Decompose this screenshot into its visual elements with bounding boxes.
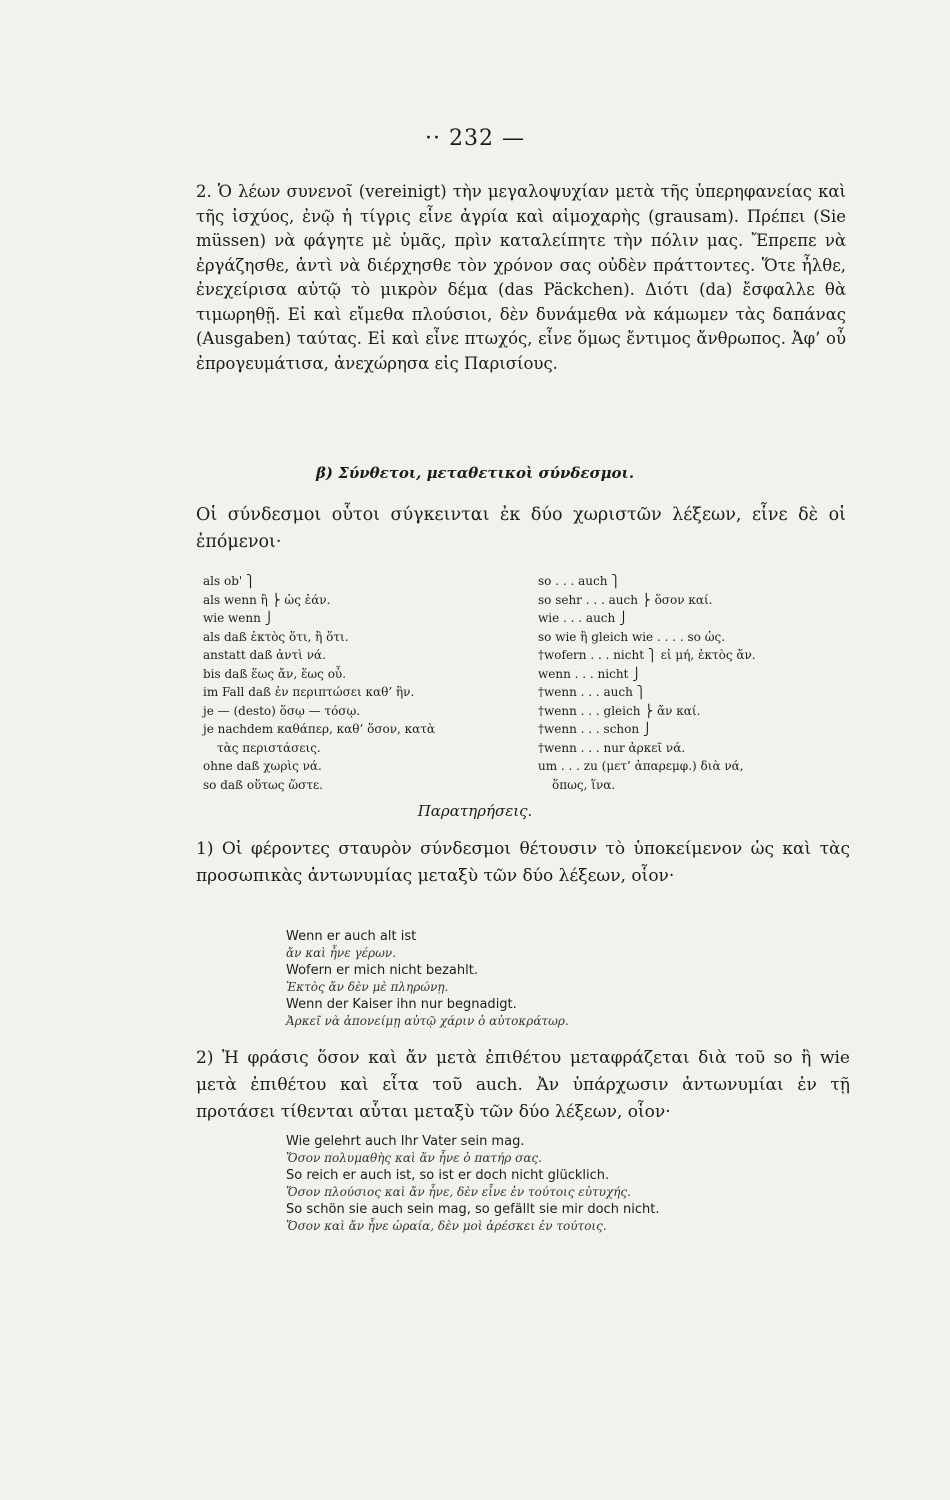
list-item: anstatt daß ἀντὶ νά. — [203, 648, 326, 662]
example-german: Wenn der Kaiser ihn nur begnadigt. — [286, 997, 517, 1012]
page-number: ·· 232 — — [425, 126, 525, 151]
list-item: als ob' ⎫ — [203, 574, 255, 588]
list-item: ὅπως, ἵνα. — [552, 777, 616, 792]
list-item: †wenn . . . nur ἀρκεῖ νά. — [538, 740, 686, 755]
list-item: ohne daß χωρὶς νά. — [203, 759, 322, 773]
list-item: um . . . zu (μετ’ ἀπαρεμφ.) διὰ νά, — [538, 759, 744, 773]
remark-1: 1) Οἱ φέροντες σταυρὸν σύνδεσμοι θέτουσιν τὸ ὑποκείμενον ὡς καὶ τὰς προσωπικὰς ἀντωνυμίας μεταξὺ τῶν δύο λέξεων, οἷον· — [196, 839, 850, 886]
conjunction-list-left — [203, 572, 533, 794]
list-item: †wenn . . . auch ⎫ — [538, 685, 646, 699]
list-item: so daß οὕτως ὥστε. — [203, 777, 323, 792]
observations-title: Παρατηρήσεις. — [417, 802, 533, 820]
list-item: als wenn ἢ ⎬ ὡς ἐάν. — [203, 592, 331, 607]
example-german: Wofern er mich nicht bezahlt. — [286, 963, 478, 978]
example-greek: Ἀρκεῖ νὰ ἀπονείμῃ αὐτῷ χάριν ὁ αὐτοκράτωρ. — [286, 1014, 569, 1028]
example-german: So reich er auch ist, so ist er doch nicht glücklich. — [286, 1168, 610, 1183]
list-item: bis daß ἕως ἄν, ἕως οὗ. — [203, 666, 347, 681]
list-item: wie wenn ⎭ — [203, 611, 274, 625]
example-greek: Ἐκτὸς ἄν δὲν μὲ πληρώνῃ. — [286, 980, 449, 994]
list-item: so . . . auch ⎫ — [538, 574, 621, 588]
list-item: im Fall daß ἐν περιπτώσει καθ’ ἣν. — [203, 685, 415, 699]
list-item: †wenn . . . gleich ⎬ ἄν καί. — [538, 703, 701, 718]
list-item: wenn . . . nicht ⎭ — [538, 666, 642, 681]
list-item: †wofern . . . nicht ⎫ εἰ μή, ἐκτὸς ἄν. — [538, 648, 756, 662]
conjunction-list-right — [538, 572, 858, 794]
list-item: †wenn . . . schon ⎭ — [538, 722, 652, 736]
intro-paragraph: Οἱ σύνδεσμοι οὗτοι σύγκεινται ἐκ δύο χωριστῶν λέξεων, εἶνε δὲ οἱ ἐπόμενοι· — [196, 505, 846, 552]
examples-2 — [286, 1133, 846, 1235]
list-item: als daß ἐκτὸς ὅτι, ἢ ὅτι. — [203, 629, 349, 644]
example-german: Wie gelehrt auch Ihr Vater sein mag. — [286, 1134, 525, 1149]
example-greek: Ὅσον πολυμαθὴς καὶ ἄν ἦνε ὁ πατήρ σας. — [286, 1151, 542, 1165]
list-item: τὰς περιστάσεις. — [217, 740, 321, 755]
list-item: je — (desto) ὅσῳ — τόσῳ. — [203, 703, 361, 718]
remark-2: 2) Ἡ φράσις ὅσον καὶ ἄν μετὰ ἐπιθέτου μεταφράζεται διὰ τοῦ so ἢ wie μετὰ ἐπιθέτου καὶ εἶτα τοῦ auch. Ἀν ὑπάρχωσιν ἀντωνυμίαι ἐν τῇ προτάσει τίθενται αὗται μεταξὺ τῶν δύο λέξεων, οἷον· — [196, 1048, 850, 1122]
paragraph-example-2: 2. Ὁ λέων συνενοῖ (vereinigt) τὴν μεγαλοψυχίαν μετὰ τῆς ὑπερηφανείας καὶ τῆς ἰσχύος, ἐνῷ ἡ τίγρις εἶνε ἀγρία καὶ αἱμοχαρὴς (grausam). Πρέπει (Sie müssen) νὰ φάγητε μὲ ὑμᾶς, πρὶν καταλείπητε τὴν πόλιν μας. Ἔπρεπε νὰ ἐργάζησθε, ἀντὶ νὰ διέρχησθε τὸν χρόνον σας οὐδὲν πράττοντες. Ὅτε ἦλθε, ἐνεχείρισα αὐτῷ τὸ μικρὸν δέμα (das Päckchen). Διότι (da) ἔσφαλλε θὰ τιμωρηθῇ. Εἰ καὶ εἴμεθα πλούσιοι, δὲν δυνάμεθα νὰ κάμωμεν τὰς δαπάνας (Ausgaben) ταύτας. Εἰ καὶ εἶνε πτωχός, εἶνε ὅμως ἔντιμος ἄνθρωπος. Ἀφ’ οὖ ἐπρογευμάτισα, ἀνεχώρησα εἰς Παρισίους. — [196, 182, 846, 373]
example-greek: Ὅσον καὶ ἄν ἦνε ὡραία, δὲν μοὶ ἀρέσκει ἐν τούτοις. — [286, 1219, 607, 1233]
section-title: β) Σύνθετοι, μεταθετικοὶ σύνδεσμοι. — [315, 464, 635, 482]
example-german: So schön sie auch sein mag, so gefällt sie mir doch nicht. — [286, 1202, 660, 1217]
list-item: so sehr . . . auch ⎬ ὅσον καί. — [538, 592, 713, 607]
example-greek: ἄν καὶ ἦνε γέρων. — [286, 946, 397, 960]
example-greek: Ὅσον πλούσιος καὶ ἄν ἦνε, δὲν εἶνε ἐν τούτοις εὐτυχής. — [286, 1185, 631, 1199]
list-item: so wie ἢ gleich wie . . . . so ὡς. — [538, 629, 726, 644]
examples-1 — [286, 928, 846, 1030]
list-item: wie . . . auch ⎭ — [538, 611, 629, 625]
list-item: je nachdem καθάπερ, καθ’ ὅσον, κατὰ — [203, 722, 436, 736]
example-german: Wenn er auch alt ist — [286, 929, 417, 944]
